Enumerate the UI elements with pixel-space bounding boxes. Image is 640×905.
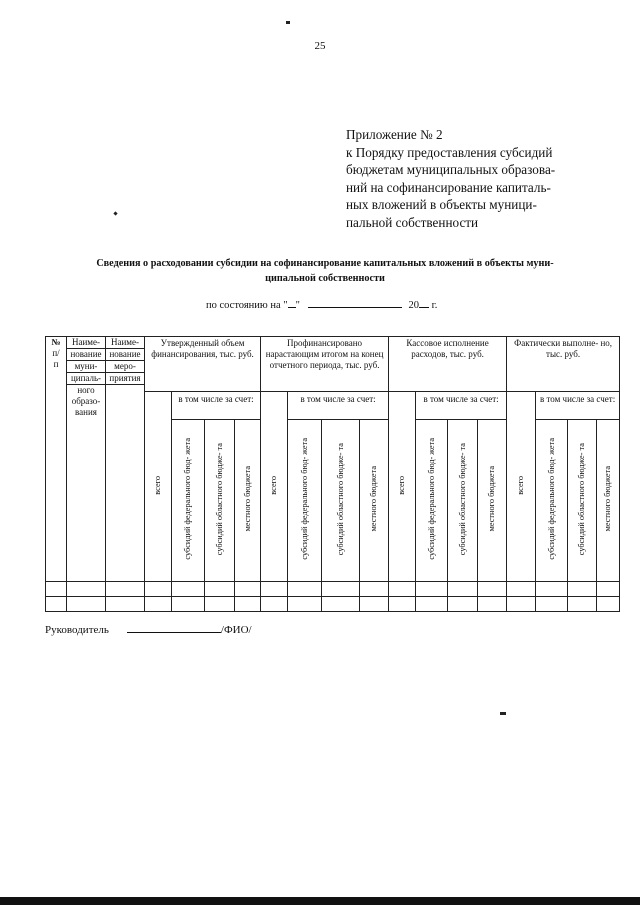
header-text: вания <box>75 407 97 417</box>
approved-funding-header: Утвержденный объем финансирования, тыс. руб. <box>145 337 261 392</box>
cash-execution-header: Кассовое исполнение расходов, тыс. руб. <box>389 337 507 392</box>
regional-subsidy-label: субсидий областного бюдже- та <box>577 442 587 556</box>
header-text: ципаль- <box>67 373 105 385</box>
total-label: всего <box>516 475 526 495</box>
including-header: в том числе за счет: <box>536 392 620 420</box>
local-budget-label: местного бюджета <box>369 466 379 532</box>
appendix-line: Приложение № 2 <box>346 127 443 142</box>
appendix-line: к Порядку предоставления субсидий <box>346 144 553 160</box>
header-text: меро- <box>106 361 144 373</box>
financed-cumulative-header: Профинансировано нарастающим итогом на конец отчетного периода, тыс. руб. <box>261 337 389 392</box>
header-text: муни- <box>67 361 105 373</box>
including-header: в том числе за счет: <box>172 392 261 420</box>
empty-cell[interactable] <box>536 597 568 612</box>
total-header <box>261 392 288 582</box>
header-text: нование <box>67 349 105 361</box>
signature-fio: /ФИО/ <box>220 624 252 636</box>
federal-subsidy-header <box>416 420 448 582</box>
empty-cell[interactable] <box>67 597 106 612</box>
empty-cell[interactable] <box>360 597 389 612</box>
federal-subsidy-header <box>288 420 322 582</box>
local-budget-label: местного бюджета <box>487 466 497 532</box>
empty-cell[interactable] <box>205 597 235 612</box>
empty-cell[interactable] <box>448 597 478 612</box>
header-text: Наиме- <box>67 337 105 349</box>
regional-subsidy-header <box>205 420 235 582</box>
empty-data-row <box>46 597 620 612</box>
total-label: всего <box>269 475 279 495</box>
empty-cell[interactable] <box>145 582 172 597</box>
regional-subsidy-header <box>322 420 360 582</box>
header-text: ного <box>77 385 95 395</box>
scan-speck <box>113 211 117 215</box>
empty-cell[interactable] <box>478 582 507 597</box>
as-of-prefix: по состоянию на " <box>206 300 288 311</box>
empty-cell[interactable] <box>568 597 597 612</box>
signature-label: Руководитель <box>45 624 109 636</box>
appendix-line: ний на софинансирование капиталь- <box>346 179 551 195</box>
as-of-date <box>206 300 437 311</box>
regional-subsidy-label: субсидий областного бюдже- та <box>335 442 345 556</box>
scan-speck <box>500 712 506 715</box>
title-line-1: Сведения о расходовании субсидии на софинансирование капитальных вложений в объекты муни- <box>96 258 554 269</box>
empty-cell[interactable] <box>597 597 620 612</box>
as-of-suffix: г. <box>428 300 438 311</box>
empty-cell[interactable] <box>568 582 597 597</box>
empty-cell[interactable] <box>288 597 322 612</box>
day-blank <box>288 307 296 308</box>
appendix-line: ных вложений в объекты муници- <box>346 197 537 213</box>
scan-speck <box>286 21 290 24</box>
total-header <box>145 392 172 582</box>
empty-cell[interactable] <box>416 582 448 597</box>
header-text: нование <box>106 349 144 361</box>
empty-cell[interactable] <box>172 597 205 612</box>
signature-line <box>45 624 252 636</box>
as-of-mid: " <box>295 300 300 311</box>
empty-cell[interactable] <box>172 582 205 597</box>
header-text: образо- <box>71 396 101 406</box>
empty-data-row <box>46 582 620 597</box>
signature-blank[interactable] <box>127 632 221 633</box>
local-budget-header <box>235 420 261 582</box>
regional-subsidy-label: субсидий областного бюдже- та <box>214 442 224 556</box>
header-text: п <box>53 359 59 369</box>
local-budget-header <box>478 420 507 582</box>
empty-cell[interactable] <box>478 597 507 612</box>
empty-cell[interactable] <box>235 597 261 612</box>
empty-cell[interactable] <box>507 582 536 597</box>
regional-subsidy-header <box>448 420 478 582</box>
empty-cell[interactable] <box>106 582 145 597</box>
federal-subsidy-header <box>536 420 568 582</box>
empty-cell[interactable] <box>106 597 145 612</box>
header-text: Наиме- <box>106 337 144 349</box>
total-header <box>389 392 416 582</box>
document-title <box>40 256 610 286</box>
empty-cell[interactable] <box>46 597 67 612</box>
col-activity-header <box>106 337 145 582</box>
total-header <box>507 392 536 582</box>
year-blank <box>419 307 429 308</box>
empty-cell[interactable] <box>288 582 322 597</box>
empty-cell[interactable] <box>261 597 288 612</box>
page-number: 25 <box>314 40 326 52</box>
empty-cell[interactable] <box>389 582 416 597</box>
local-budget-header <box>597 420 620 582</box>
empty-cell[interactable] <box>322 582 360 597</box>
empty-cell[interactable] <box>235 582 261 597</box>
appendix-block <box>346 126 616 232</box>
empty-cell[interactable] <box>322 597 360 612</box>
empty-cell[interactable] <box>46 582 67 597</box>
empty-cell[interactable] <box>536 582 568 597</box>
federal-subsidy-label: субсидий федерального бюд- жета <box>183 438 192 560</box>
header-text: приятия <box>106 373 144 385</box>
federal-subsidy-header <box>172 420 205 582</box>
including-header: в том числе за счет: <box>288 392 389 420</box>
empty-cell[interactable] <box>67 582 106 597</box>
empty-cell[interactable] <box>389 597 416 612</box>
local-budget-label: местного бюджета <box>603 466 613 532</box>
empty-cell[interactable] <box>145 597 172 612</box>
total-label: всего <box>397 475 407 495</box>
empty-cell[interactable] <box>597 582 620 597</box>
title-line-2: ципальной собственности <box>265 273 385 284</box>
federal-subsidy-label: субсидий федерального бюд- жета <box>299 438 309 560</box>
appendix-line: бюджетам муниципальных образова- <box>346 162 556 178</box>
year-prefix: 20 <box>408 300 419 311</box>
local-budget-label: местного бюджета <box>242 466 252 532</box>
scan-bottom-edge <box>0 897 640 905</box>
empty-cell[interactable] <box>416 597 448 612</box>
federal-subsidy-label: субсидий федерального бюд- жета <box>546 438 556 560</box>
federal-subsidy-label: субсидий федерального бюд- жета <box>426 438 436 560</box>
empty-cell[interactable] <box>360 582 389 597</box>
col-number-header <box>46 337 67 582</box>
header-text: № <box>51 337 61 347</box>
header-row-1 <box>46 337 620 392</box>
appendix-line: пальной собственности <box>346 214 479 230</box>
local-budget-header <box>360 420 389 582</box>
empty-cell[interactable] <box>261 582 288 597</box>
report-table <box>45 336 620 612</box>
including-header: в том числе за счет: <box>416 392 507 420</box>
regional-subsidy-label: субсидий областного бюдже- та <box>457 442 467 556</box>
empty-cell[interactable] <box>507 597 536 612</box>
empty-cell[interactable] <box>448 582 478 597</box>
regional-subsidy-header <box>568 420 597 582</box>
empty-cell[interactable] <box>205 582 235 597</box>
header-text: п/ <box>52 348 60 358</box>
actually-completed-header: Фактически выполне- но, тыс. руб. <box>507 337 620 392</box>
month-blank <box>308 307 402 308</box>
col-municipality-header <box>67 337 106 582</box>
total-label: всего <box>153 475 162 495</box>
